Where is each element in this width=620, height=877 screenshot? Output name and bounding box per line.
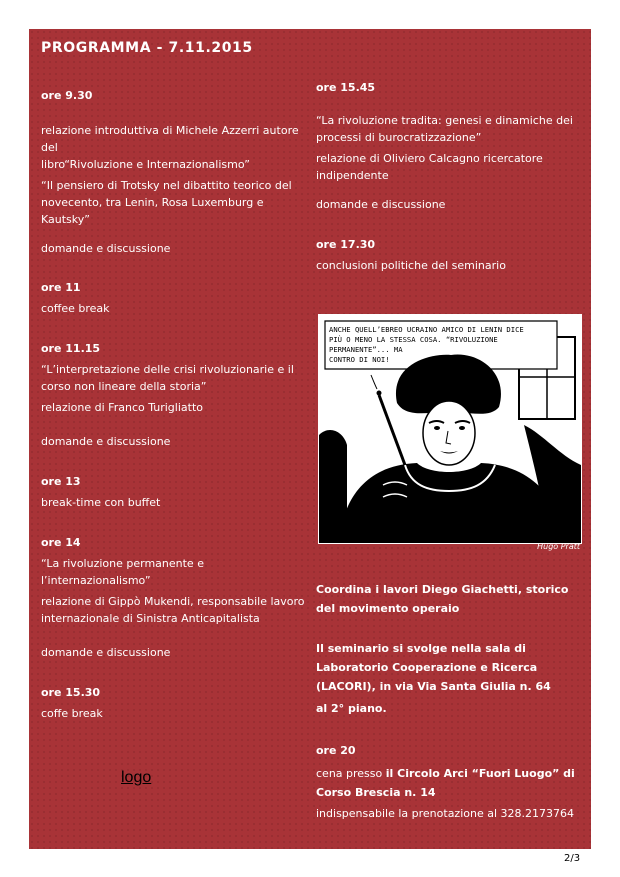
text-line: indipendente (316, 169, 389, 182)
text-line: domande e discussione (41, 242, 171, 255)
time-label: ore 9.30 (41, 89, 93, 102)
text-line: coffee break (41, 302, 110, 315)
time-label: ore 14 (41, 536, 81, 549)
comic-text-line: CONTRO DI NOI! (329, 355, 390, 364)
text-line: processi di burocratizzazione” (316, 131, 482, 144)
dinner-line (316, 764, 586, 783)
left-column (41, 89, 306, 722)
text-line: relazione di Gippò Mukendi, responsabile lavoro (41, 595, 305, 608)
text-line: coffe break (41, 707, 103, 720)
comic-drawing (319, 315, 581, 543)
time-label: ore 11.15 (41, 342, 101, 355)
text-line: relazione introduttiva di Michele Azzerri autore del (41, 124, 299, 154)
text-line: relazione di Franco Turigliatto (41, 401, 204, 414)
text-line: “La rivoluzione tradita: genesi e dinamiche dei (316, 114, 573, 127)
reservation-line: indispensabile la prenotazione al 328.2173764 (316, 807, 575, 820)
time-label: ore 20 (316, 744, 356, 757)
dinner-venue: il Circolo Arci “Fuori Luogo” di (385, 767, 575, 780)
text-line: internazionale di Sinistra Anticapitalista (41, 612, 260, 625)
dinner-text: cena presso (316, 767, 386, 780)
comic-text-line: PERMANENTE”... MA (329, 345, 403, 354)
time-label: ore 15.45 (316, 81, 376, 94)
logo-link[interactable]: logo (121, 769, 152, 786)
venue-line: Il seminario si svolge nella sala di (316, 642, 526, 655)
text-line: “Il pensiero di Trotsky nel dibattito teorico del (41, 179, 292, 192)
text-line: domande e discussione (316, 198, 446, 211)
image-credit: Hugo Pratt (537, 542, 580, 551)
coordinator-line: del movimento operaio (316, 602, 460, 615)
text-line: libro“Rivoluzione e Internazionalismo” (41, 158, 250, 171)
text-line: corso non lineare della storia” (41, 380, 207, 393)
time-label: ore 15.30 (41, 686, 101, 699)
time-label: ore 11 (41, 281, 81, 294)
text-line: relazione di Oliviero Calcagno ricercatore (316, 152, 543, 165)
time-label: ore 13 (41, 475, 81, 488)
text-line: conclusioni politiche del seminario (316, 259, 506, 272)
coordinator-line: Coordina i lavori Diego Giachetti, storico (316, 583, 569, 596)
page-number: 2/3 (564, 853, 581, 864)
info-block (316, 580, 586, 822)
dinner-address: Corso Brescia n. 14 (316, 786, 436, 799)
comic-illustration (318, 314, 582, 544)
text-line: domande e discussione (41, 435, 171, 448)
venue-line: al 2° piano. (316, 702, 387, 715)
text-line: break-time con buffet (41, 496, 161, 509)
comic-text-line: ANCHE QUELL’EBREO UCRAINO AMICO DI LENIN DICE (329, 325, 524, 334)
venue-line: (LACORI), in via Via Santa Giulia n. 64 (316, 680, 551, 693)
text-line: domande e discussione (41, 646, 171, 659)
text-line: “La rivoluzione permanente e l’internazionalismo” (41, 557, 204, 587)
venue-line: Laboratorio Cooperazione e Ricerca (316, 661, 538, 674)
right-column (316, 81, 586, 274)
page-title: PROGRAMMA - 7.11.2015 (41, 40, 253, 56)
program-panel (29, 29, 591, 849)
text-line: “L’interpretazione delle crisi rivoluzionarie e il (41, 363, 294, 376)
text-line: novecento, tra Lenin, Rosa Luxemburg e Kautsky” (41, 196, 264, 226)
time-label: ore 17.30 (316, 238, 376, 251)
comic-text-line: PIÙ O MENO LA STESSA COSA. “RIVOLUZIONE (329, 335, 498, 344)
